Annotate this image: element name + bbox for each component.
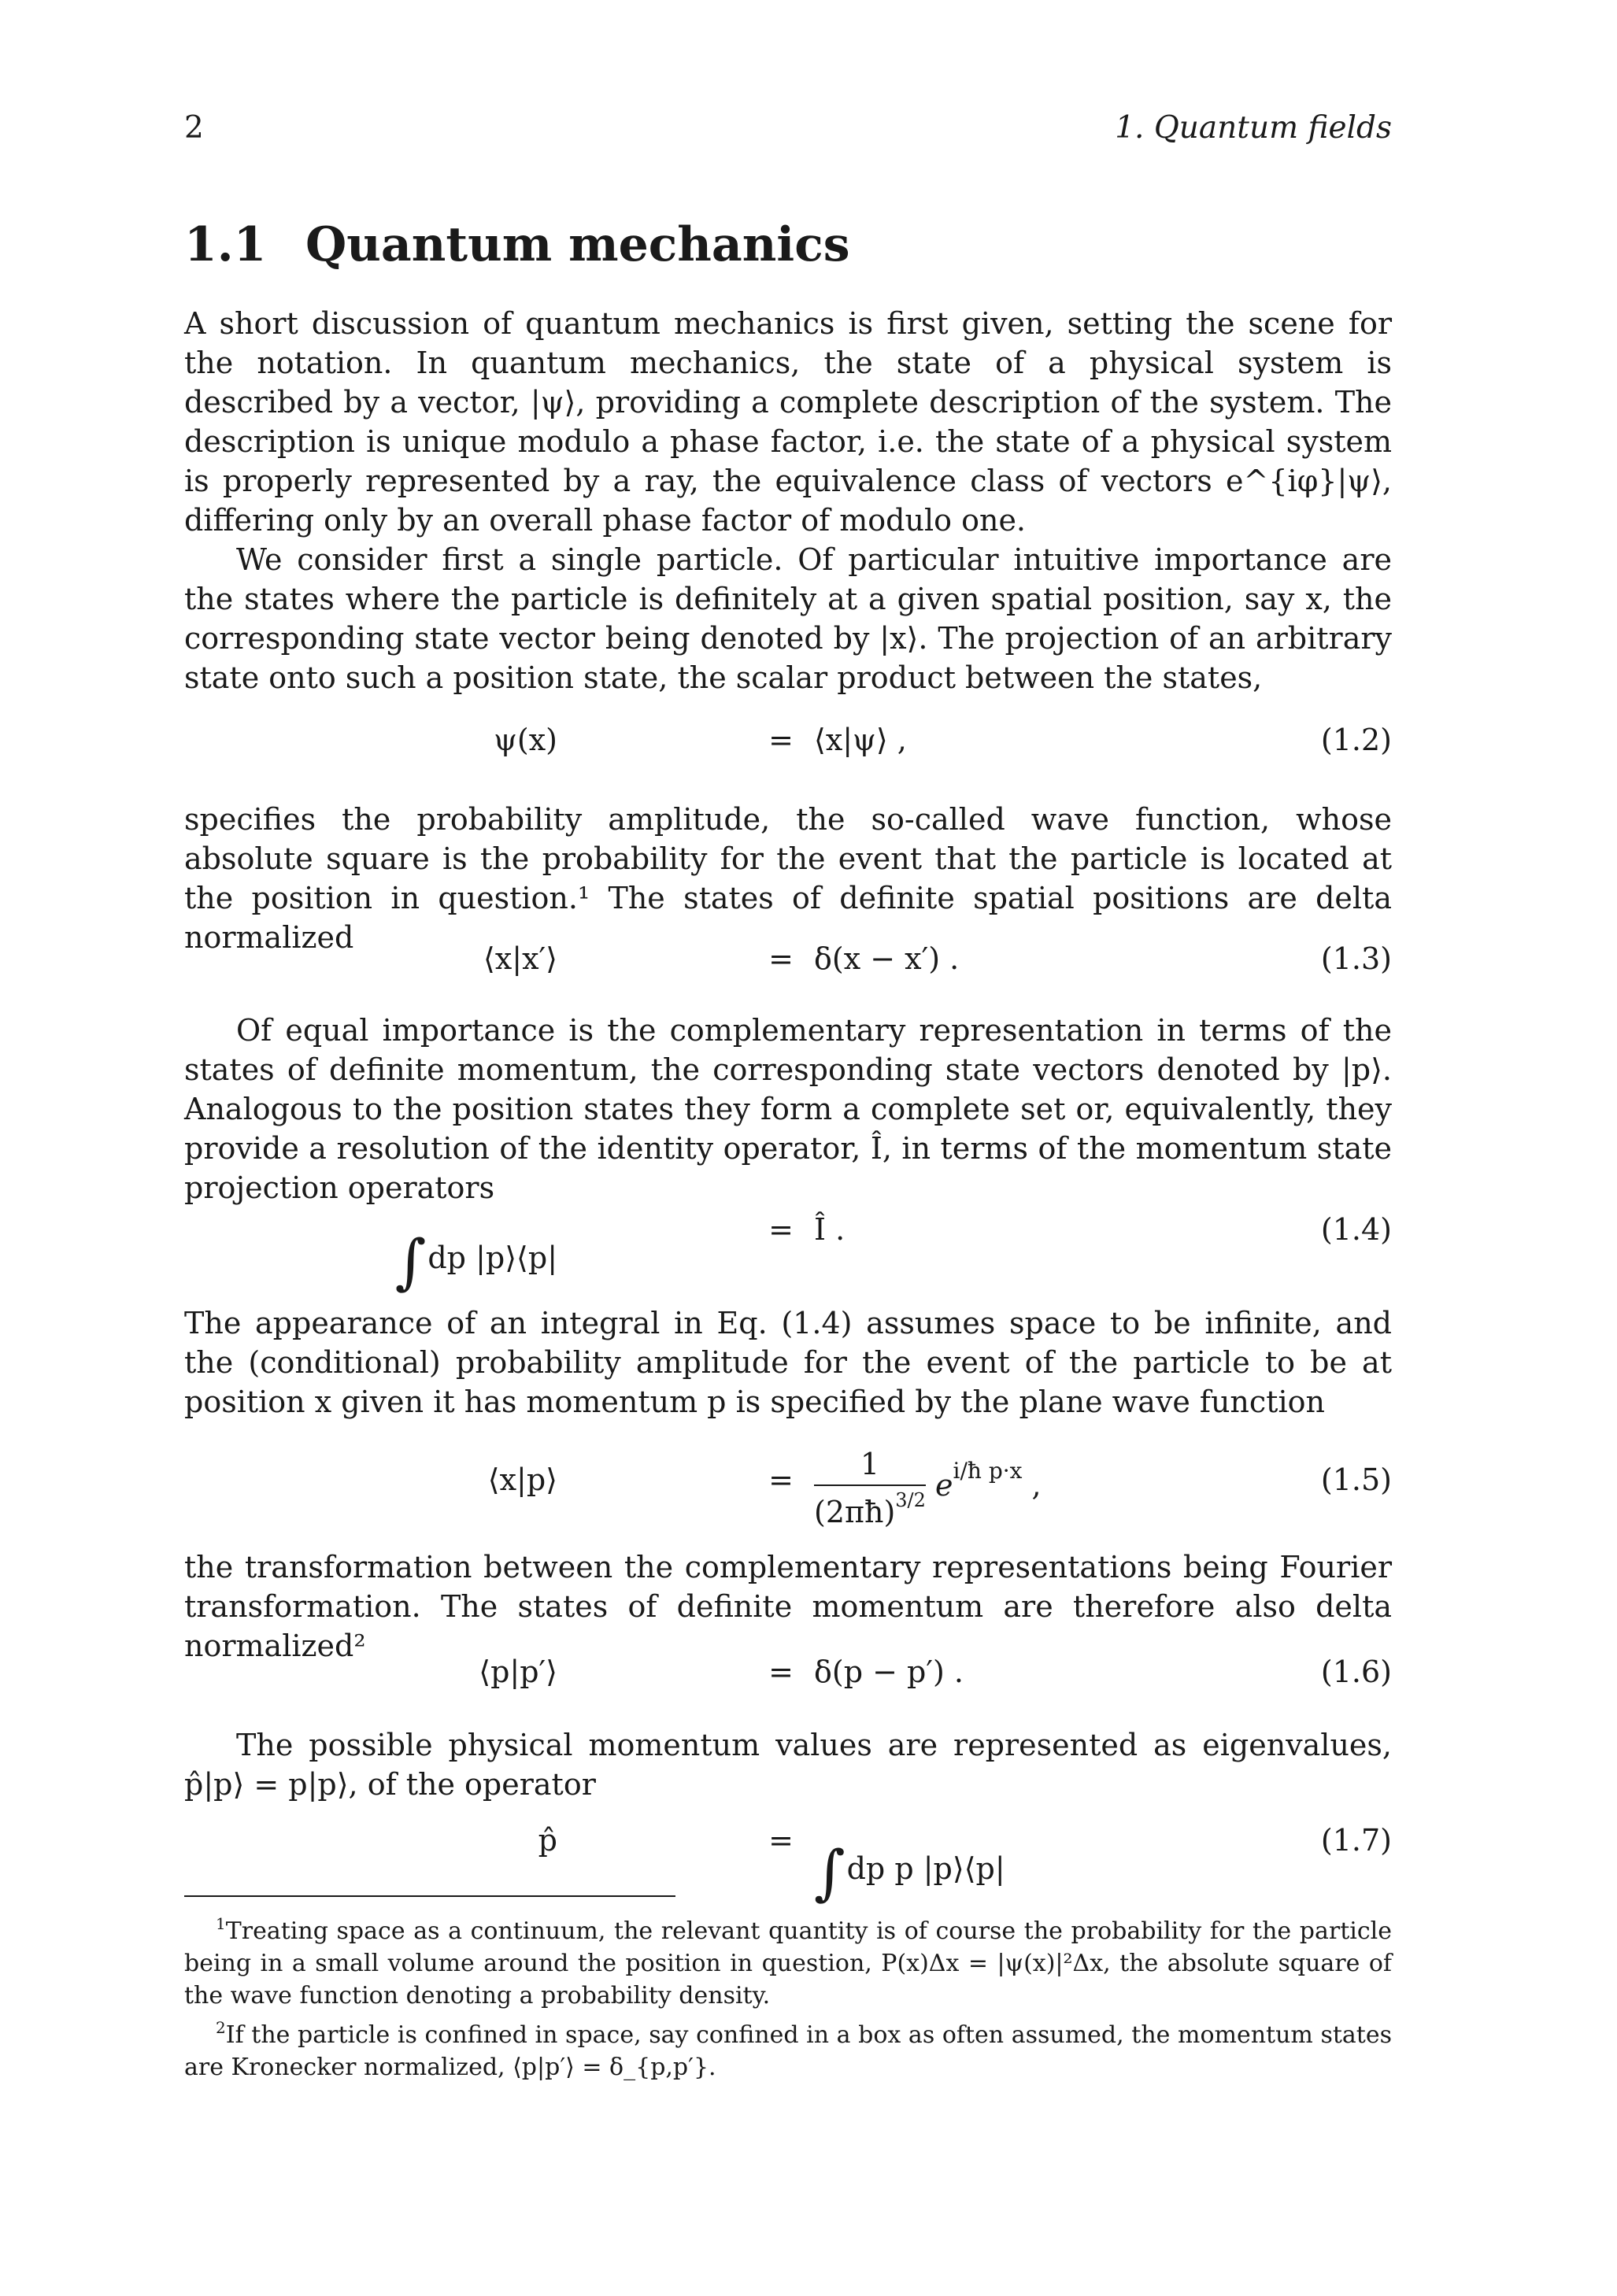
chapter-title: 1. Quantum fields (1115, 110, 1392, 146)
equation-1-3 (184, 941, 1392, 998)
eq-relation: = (768, 1655, 794, 1689)
eq-tail: , (1031, 1468, 1042, 1503)
eq-lhs: ⟨x|x′⟩ (483, 941, 557, 976)
footnote-mark: 2 (216, 2018, 226, 2037)
equation-number: (1.3) (1320, 941, 1392, 976)
eq-lhs-body: dp |p⟩⟨p| (427, 1240, 557, 1275)
paragraph-4: Of equal importance is the complementary representation in terms of the states of definite momentum, the corresponding state vectors denoted by |p⟩. Analogous to the position states they form a complete set or, equivalently, they provide a resolution of the identity operator, Î, in terms of the momentum state projection operators (184, 1013, 1392, 1205)
section-heading (184, 217, 850, 272)
footnote-text: If the particle is confined in space, say confined in a box as often assumed, the momentum states are Kronecker normalized, ⟨p|p′⟩ = δ_{p,p′}. (184, 2021, 1392, 2081)
equation-1-7 (184, 1823, 1392, 1907)
eq-relation: = (768, 1462, 794, 1497)
footnotes (184, 1908, 1392, 2083)
fraction (814, 1447, 926, 1529)
eq-rhs: δ(p − p′) . (814, 1655, 964, 1689)
paragraph-3: specifies the probability amplitude, the so-called wave function, whose absolute square is the probability for the event that the particle is located at the position in question.¹ The states of definite spatial positions are delta normalized (184, 802, 1392, 955)
eq-rhs: δ(x − x′) . (814, 941, 960, 976)
block-5 (184, 1547, 1392, 1666)
eq-relation: = (768, 941, 794, 976)
paragraph-1: A short discussion of quantum mechanics is first given, setting the scene for the notation. In quantum mechanics, the state of a physical system is described by a vector, |ψ⟩, providing a complete description of the system. The description is unique modulo a phase factor, i.e. the state of a physical system is properly represented by a ray, the equivalence class of vectors e^{iφ}|ψ⟩, differing only by an overall phase factor of modulo one. (184, 306, 1392, 538)
section-number: 1.1 (184, 217, 267, 272)
exp-base: e (935, 1468, 953, 1503)
equation-number: (1.6) (1320, 1655, 1392, 1689)
paragraph-2: We consider first a single particle. Of particular intuitive importance are the states where the particle is definitely at a given spatial position, say x, the corresponding state vector being denoted by |x⟩. The projection of an arbitrary state onto such a position state, the scalar product between the states, (184, 542, 1392, 695)
eq-lhs: ⟨p|p′⟩ (479, 1655, 557, 1689)
eq-relation: = (768, 1823, 794, 1858)
equation-1-5 (184, 1447, 1392, 1533)
denominator-exponent: 3/2 (895, 1489, 926, 1511)
eq-lhs: ψ(x) (494, 723, 557, 757)
block-4 (184, 1303, 1392, 1422)
equation-number: (1.2) (1320, 723, 1392, 757)
equation-number: (1.4) (1320, 1212, 1392, 1247)
fraction-denominator (814, 1486, 926, 1529)
footnote-text: Treating space as a continuum, the relevant quantity is of course the probability for the particle being in a small volume around the position in question, P(x)Δx = |ψ(x)|²Δx, the absolute square of the wave function denoting a probability density. (184, 1917, 1392, 2009)
section-title: Quantum mechanics (305, 217, 850, 272)
paragraph-7: The possible physical momentum values are represented as eigenvalues, p̂|p⟩ = p|p⟩, of the operator (184, 1728, 1392, 1802)
eq-relation: = (768, 723, 794, 757)
eq-rhs: ⟨x|ψ⟩ , (814, 723, 907, 757)
eq-rhs (814, 1447, 1042, 1529)
paragraph-6: the transformation between the complementary representations being Fourier transformation. The states of definite momentum are therefore also delta normalized² (184, 1550, 1392, 1663)
equation-number: (1.5) (1320, 1462, 1392, 1497)
integral-sign: ∫ (394, 1226, 427, 1296)
equation-1-6 (184, 1655, 1392, 1711)
eq-rhs-body: dp p |p⟩⟨p| (846, 1851, 1005, 1886)
denominator-base: (2πħ) (814, 1495, 896, 1529)
footnote-2 (184, 2012, 1392, 2083)
equation-1-2 (184, 723, 1392, 779)
eq-relation: = (768, 1212, 794, 1247)
eq-rhs: Î . (814, 1212, 846, 1247)
eq-rhs (814, 1823, 1005, 1907)
exponent: i/ħ p·x (953, 1458, 1023, 1484)
footnote-rule (184, 1895, 675, 1897)
block-3 (184, 1011, 1392, 1207)
block-2 (184, 800, 1392, 957)
block-6 (184, 1725, 1392, 1804)
eq-lhs: ⟨x|p⟩ (487, 1462, 557, 1497)
eq-lhs (394, 1212, 557, 1296)
eq-lhs: p̂ (538, 1823, 557, 1858)
equation-1-4 (184, 1212, 1392, 1296)
footnote-1 (184, 1908, 1392, 2012)
integral-sign: ∫ (814, 1837, 846, 1907)
paragraph-5: The appearance of an integral in Eq. (1.4) assumes space to be infinite, and the (conditional) probability amplitude for the event of the particle to be at position x given it has momentum p is specified by the plane wave function (184, 1306, 1392, 1419)
equation-number: (1.7) (1320, 1823, 1392, 1858)
page-number: 2 (184, 110, 204, 146)
intro-block (184, 304, 1392, 697)
footnote-mark: 1 (216, 1914, 226, 1933)
fraction-numerator: 1 (814, 1447, 926, 1486)
running-header (184, 110, 1392, 154)
